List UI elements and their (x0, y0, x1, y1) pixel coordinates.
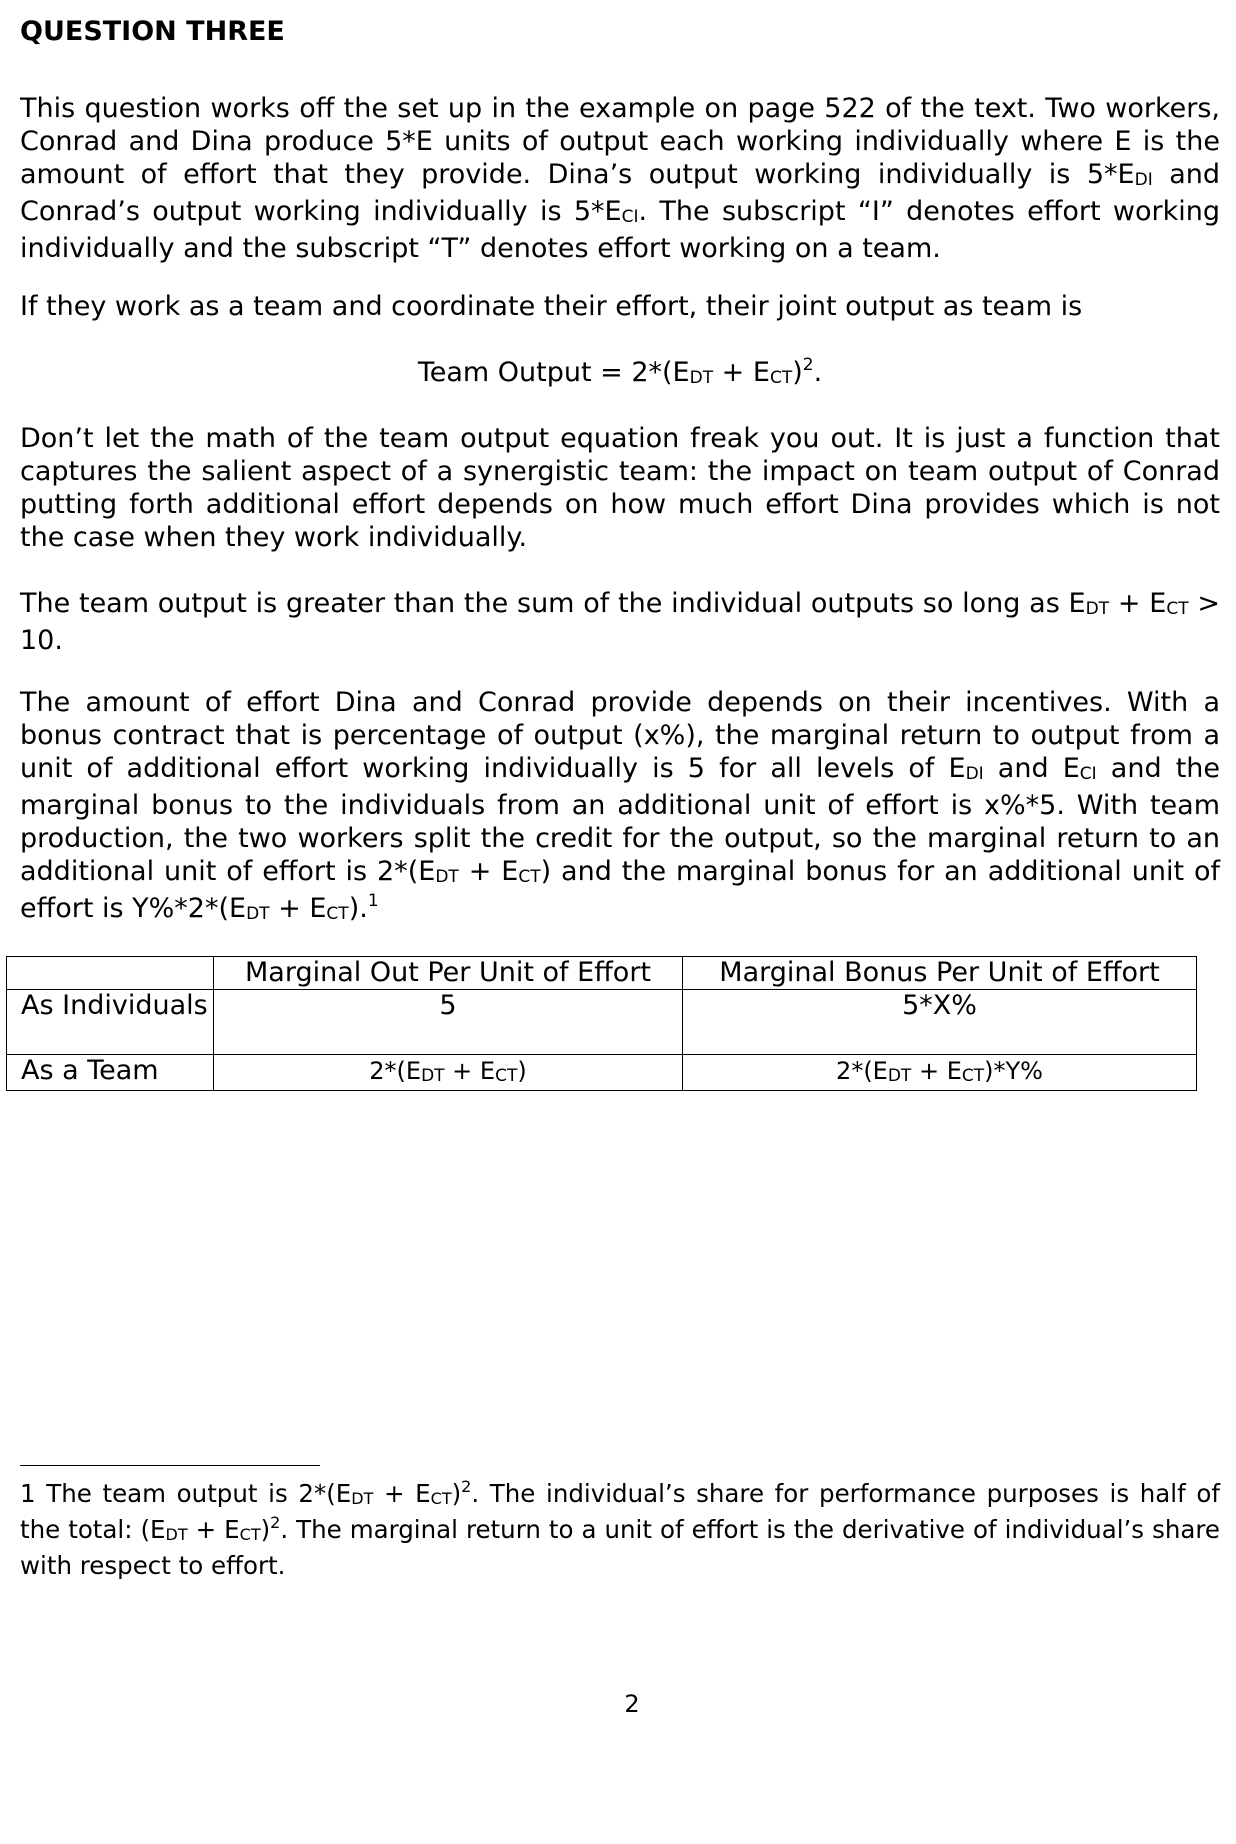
text-segment: ) and the marginal bonus for an additional unit of effort is Y%*2*(E (20, 856, 1220, 924)
table-row (7, 1055, 1197, 1091)
text-segment: and the marginal bonus to the individuals from an additional unit of effort is x%*5. With team production, the two workers split the credit for the output, so the marginal return to an additional unit of effort is 2*(E (20, 753, 1221, 887)
text-segment: . The individual’s share for performance purposes is half of the total: (E (20, 1479, 1220, 1544)
text-segment: )*Y% (984, 1057, 1043, 1085)
text-segment: 2*(E (369, 1057, 422, 1085)
footnote-number: 1 (20, 1479, 36, 1508)
math-explanation-paragraph: Don’t let the math of the team output equation freak you out. It is just a function that captures the salient aspect of a synergistic team: the impact on team output of Conrad putting forth additional effort depends on how much effort Dina provides which is not the case when they work individually. (20, 423, 1220, 553)
subscript: DI (965, 764, 984, 784)
superscript: 2 (802, 355, 814, 375)
incentives-paragraph (20, 686, 1220, 929)
subscript: CT (326, 904, 349, 924)
text-segment: > 10. (20, 588, 1220, 656)
subscript: CT (1166, 599, 1189, 619)
text-segment: ) (517, 1057, 527, 1085)
marginal-returns-table (6, 956, 1197, 1091)
subscript: CT (961, 1066, 985, 1086)
team-output-equation (20, 356, 1220, 393)
table-header-row (7, 957, 1197, 990)
text-segment: ) (451, 1479, 462, 1508)
text-segment: + E (187, 1515, 240, 1544)
text-segment: and E (983, 753, 1080, 784)
superscript: 2 (461, 1477, 472, 1496)
table-cell (214, 1055, 683, 1091)
subscript: DT (1085, 599, 1110, 619)
text-segment: The amount of effort Dina and Conrad provide depends on their incentives. With a bonus contract that is percentage of output (x%), the marginal return to output from a unit of additional effort working individually is 5 for all levels of E (20, 687, 1220, 784)
superscript: 2 (270, 1513, 281, 1532)
text-segment: + E (911, 1057, 962, 1085)
text-segment: ) (260, 1515, 271, 1544)
footnote-reference[interactable]: 1 (367, 891, 379, 911)
text-segment: . The subscript “I” denotes effort working individually and the subscript “T” denotes effort working on a team. (20, 196, 1220, 264)
text-segment: Team Output = 2*(E (417, 357, 690, 388)
team-paragraph: If they work as a team and coordinate their effort, their joint output as team is (20, 291, 1083, 322)
subscript: CT (239, 1525, 261, 1544)
subscript: DT (165, 1525, 188, 1544)
subscript: CT (769, 368, 793, 388)
text-segment: and Conrad’s output working individually is 5*E (20, 159, 1220, 227)
subscript: CT (430, 1489, 452, 1508)
subscript: DT (351, 1489, 374, 1508)
table-cell (683, 1055, 1197, 1091)
subscript: CI (1079, 764, 1097, 784)
question-heading: QUESTION THREE (20, 16, 285, 47)
text-segment: + E (1109, 588, 1167, 619)
subscript: CT (495, 1066, 518, 1086)
subscript: DT (887, 1066, 912, 1086)
table-row (7, 990, 1197, 1055)
row-label: As a Team (7, 1055, 214, 1091)
text-segment: ) (792, 357, 803, 388)
subscript: CT (518, 867, 541, 887)
row-label: As Individuals (7, 990, 214, 1055)
subscript: DT (435, 867, 459, 887)
text-segment: + E (373, 1479, 431, 1508)
table-header-cell: Marginal Out Per Unit of Effort (214, 957, 683, 990)
text-segment: The team output is greater than the sum of the individual outputs so long as E (20, 588, 1086, 619)
footnote (20, 1477, 1220, 1582)
table-cell: 5 (214, 990, 683, 1055)
text-segment: + E (269, 893, 327, 924)
footnote-separator (20, 1465, 320, 1466)
text-segment: + E (458, 856, 519, 887)
text-segment: 2*(E (836, 1057, 888, 1085)
page-number: 2 (624, 1690, 640, 1718)
subscript: DT (689, 368, 714, 388)
subscript: DT (421, 1066, 445, 1086)
subscript: CI (621, 207, 639, 227)
text-segment: . (813, 357, 823, 388)
text-segment: + E (713, 357, 770, 388)
intro-paragraph (20, 92, 1220, 265)
text-segment: ). (348, 893, 368, 924)
text-segment: The team output is 2*(E (35, 1479, 352, 1508)
subscript: DT (246, 904, 270, 924)
subscript: DI (1134, 170, 1153, 190)
text-segment: + E (444, 1057, 496, 1085)
condition-paragraph (20, 587, 1220, 657)
text-segment: . The marginal return to a unit of effort is the derivative of individual’s share with respect to effort. (20, 1515, 1220, 1580)
table-cell: 5*X% (683, 990, 1197, 1055)
text-segment: This question works off the set up in the example on page 522 of the text. Two workers, Conrad and Dina produce 5*E units of output each working individually where E is the amount of effort that they provide. Dina’s output working individually is 5*E (20, 93, 1220, 190)
table-header-cell: Marginal Bonus Per Unit of Effort (683, 957, 1197, 990)
table-header-cell (7, 957, 214, 990)
